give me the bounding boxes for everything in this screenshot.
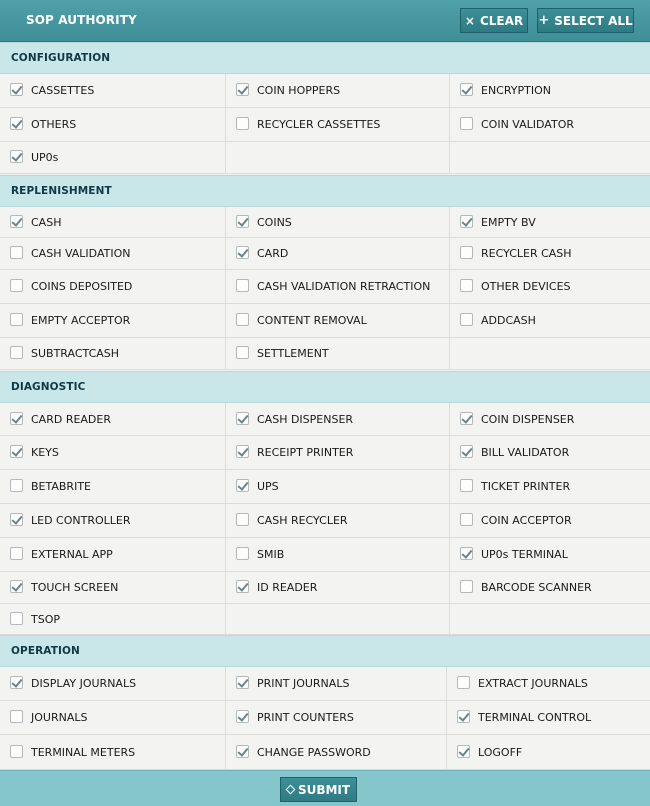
- checkbox[interactable]: [460, 547, 473, 560]
- checkbox[interactable]: [10, 445, 23, 458]
- permission-option[interactable]: [226, 304, 450, 338]
- checkbox-row: [0, 338, 650, 370]
- checkbox-label: EXTRACT JOURNALS: [478, 677, 588, 690]
- checkbox-row: [0, 470, 650, 504]
- checkbox-label: RECYCLER CASH: [481, 247, 572, 260]
- permission-option[interactable]: [226, 238, 450, 270]
- checkbox-label: PRINT JOURNALS: [257, 677, 350, 690]
- checkbox[interactable]: [460, 117, 473, 130]
- permission-option[interactable]: [0, 572, 226, 604]
- checkbox-row: [0, 207, 650, 238]
- checkbox-label: CASH: [31, 216, 62, 229]
- checkbox-label: COINS DEPOSITED: [31, 280, 133, 293]
- checkbox-label: CARD: [257, 247, 289, 260]
- checkbox[interactable]: [460, 83, 473, 96]
- permission-option[interactable]: [450, 572, 650, 604]
- empty-cell: [450, 142, 650, 174]
- permission-option[interactable]: [450, 538, 650, 572]
- section-title: OPERATION: [11, 645, 80, 657]
- checkbox-label: TERMINAL METERS: [31, 746, 136, 759]
- permission-option[interactable]: [0, 504, 226, 538]
- clear-button[interactable]: [460, 8, 528, 33]
- checkbox-label: TERMINAL CONTROL: [478, 711, 592, 724]
- checkbox[interactable]: [236, 246, 249, 259]
- permission-option[interactable]: [0, 436, 226, 470]
- checkbox[interactable]: [10, 412, 23, 425]
- permission-option[interactable]: [0, 238, 226, 270]
- checkbox[interactable]: [460, 313, 473, 326]
- permission-option[interactable]: [0, 338, 226, 370]
- checkbox-label: JOURNALS: [31, 711, 88, 724]
- checkbox-label: SMIB: [257, 548, 285, 561]
- checkbox-label: DISPLAY JOURNALS: [31, 677, 137, 690]
- diamond-icon: [285, 785, 295, 795]
- plus-icon: +: [538, 13, 550, 28]
- permission-option[interactable]: [0, 304, 226, 338]
- checkbox[interactable]: [460, 513, 473, 526]
- permission-option[interactable]: [0, 667, 226, 701]
- checkbox[interactable]: [236, 215, 249, 228]
- empty-cell: [226, 142, 450, 174]
- checkbox[interactable]: [236, 580, 249, 593]
- permission-option[interactable]: [226, 504, 450, 538]
- checkbox-label: KEYS: [31, 446, 59, 459]
- checkbox-label: ENCRYPTION: [481, 84, 552, 97]
- checkbox[interactable]: [457, 745, 470, 758]
- checkbox[interactable]: [460, 246, 473, 259]
- checkbox-label: PRINT COUNTERS: [257, 711, 354, 724]
- permission-option[interactable]: [450, 470, 650, 504]
- checkbox[interactable]: [10, 313, 23, 326]
- checkbox-label: RECEIPT PRINTER: [257, 446, 354, 459]
- checkbox[interactable]: [236, 313, 249, 326]
- checkbox[interactable]: [10, 215, 23, 228]
- checkbox-row: [0, 142, 650, 174]
- permission-option[interactable]: [226, 701, 447, 735]
- permission-option[interactable]: [450, 304, 650, 338]
- checkbox-row: [0, 604, 650, 635]
- checkbox[interactable]: [460, 279, 473, 292]
- checkbox-label: TICKET PRINTER: [481, 480, 571, 493]
- checkbox-row: [0, 538, 650, 572]
- permission-option[interactable]: [226, 470, 450, 504]
- submit-button-label: SUBMIT: [297, 782, 351, 797]
- checkbox-label: CASSETTES: [31, 84, 95, 97]
- checkbox[interactable]: [236, 117, 249, 130]
- checkbox[interactable]: [236, 279, 249, 292]
- permission-option[interactable]: [226, 74, 450, 108]
- checkbox[interactable]: [460, 215, 473, 228]
- checkbox[interactable]: [10, 547, 23, 560]
- empty-cell: [226, 604, 450, 635]
- checkbox-label: CONTENT REMOVAL: [257, 314, 367, 327]
- checkbox[interactable]: [10, 279, 23, 292]
- permission-option[interactable]: [226, 338, 450, 370]
- checkbox[interactable]: [10, 676, 23, 689]
- checkbox-label: CASH DISPENSER: [257, 413, 354, 426]
- checkbox-label: BETABRITE: [31, 480, 91, 493]
- checkbox-row: [0, 270, 650, 304]
- clear-button-label: CLEAR: [479, 13, 524, 28]
- empty-cell: [450, 604, 650, 635]
- checkbox[interactable]: [236, 745, 249, 758]
- checkbox-label: ID READER: [257, 581, 318, 594]
- checkbox-label: COIN HOPPERS: [257, 84, 341, 97]
- checkbox[interactable]: [10, 612, 23, 625]
- checkbox-label: OTHERS: [31, 118, 77, 131]
- checkbox[interactable]: [236, 513, 249, 526]
- checkbox-label: ADDCASH: [481, 314, 536, 327]
- checkbox-label: LED CONTROLLER: [31, 514, 131, 527]
- checkbox-label: CASH VALIDATION RETRACTION: [257, 280, 431, 293]
- checkbox-label: CASH VALIDATION: [31, 247, 131, 260]
- checkbox-label: CHANGE PASSWORD: [257, 746, 371, 759]
- permission-option[interactable]: [0, 403, 226, 436]
- checkbox-label: LOGOFF: [478, 746, 523, 759]
- checkbox-row: [0, 74, 650, 108]
- checkbox-label: COIN ACCEPTOR: [481, 514, 572, 527]
- panel-header: [0, 0, 650, 42]
- checkbox[interactable]: [10, 150, 23, 163]
- permission-option[interactable]: [450, 403, 650, 436]
- checkbox[interactable]: [236, 346, 249, 359]
- permission-option[interactable]: [0, 207, 226, 238]
- permission-option[interactable]: [447, 667, 650, 701]
- permission-option[interactable]: [450, 74, 650, 108]
- checkbox[interactable]: [236, 412, 249, 425]
- permission-option[interactable]: [0, 470, 226, 504]
- checkbox-label: TOUCH SCREEN: [31, 581, 119, 594]
- checkbox-label: SETTLEMENT: [257, 347, 329, 360]
- checkbox-row: [0, 572, 650, 604]
- checkbox[interactable]: [236, 547, 249, 560]
- checkbox-label: SUBTRACTCASH: [31, 347, 120, 360]
- permission-option[interactable]: [226, 572, 450, 604]
- empty-cell: [450, 338, 650, 370]
- checkbox[interactable]: [460, 580, 473, 593]
- section-header: [0, 175, 650, 207]
- checkbox-row: [0, 304, 650, 338]
- checkbox-label: OTHER DEVICES: [481, 280, 571, 293]
- checkbox-row: [0, 735, 650, 770]
- checkbox[interactable]: [10, 479, 23, 492]
- checkbox[interactable]: [10, 513, 23, 526]
- permission-option[interactable]: [447, 701, 650, 735]
- checkbox[interactable]: [460, 479, 473, 492]
- checkbox-row: [0, 108, 650, 142]
- checkbox-label: EMPTY BV: [481, 216, 536, 229]
- checkbox-label: COIN DISPENSER: [481, 413, 575, 426]
- permission-option[interactable]: [450, 108, 650, 142]
- checkbox-label: TSOP: [31, 613, 60, 626]
- checkbox[interactable]: [236, 479, 249, 492]
- checkbox-label: UP0s TERMINAL: [481, 548, 568, 561]
- panel-title: SOP AUTHORITY: [26, 13, 137, 27]
- section-header: [0, 635, 650, 667]
- checkbox-label: CARD READER: [31, 413, 111, 426]
- select-all-button[interactable]: [537, 8, 634, 33]
- section-title: REPLENISHMENT: [11, 185, 112, 197]
- checkbox-label: UPS: [257, 480, 279, 493]
- checkbox[interactable]: [10, 117, 23, 130]
- checkbox[interactable]: [236, 676, 249, 689]
- checkbox-row: [0, 504, 650, 538]
- checkbox[interactable]: [10, 83, 23, 96]
- permission-option[interactable]: [226, 108, 450, 142]
- permission-option[interactable]: [450, 270, 650, 304]
- submit-button[interactable]: [280, 777, 357, 802]
- section-title: CONFIGURATION: [11, 52, 111, 64]
- checkbox[interactable]: [10, 346, 23, 359]
- permission-option[interactable]: [226, 538, 450, 572]
- permission-option[interactable]: [226, 270, 450, 304]
- permission-option[interactable]: [450, 238, 650, 270]
- permission-option[interactable]: [226, 207, 450, 238]
- checkbox-label: CASH RECYCLER: [257, 514, 348, 527]
- checkbox-row: [0, 701, 650, 735]
- checkbox-label: COIN VALIDATOR: [481, 118, 574, 131]
- section-header: [0, 42, 650, 74]
- checkbox-row: [0, 403, 650, 436]
- permission-option[interactable]: [0, 74, 226, 108]
- checkbox[interactable]: [236, 83, 249, 96]
- checkbox-label: EXTERNAL APP: [31, 548, 113, 561]
- checkbox[interactable]: [10, 246, 23, 259]
- permission-option[interactable]: [226, 735, 447, 770]
- checkbox-label: COINS: [257, 216, 292, 229]
- permission-option[interactable]: [0, 604, 226, 635]
- permission-option[interactable]: [226, 436, 450, 470]
- checkbox[interactable]: [457, 676, 470, 689]
- checkbox-label: EMPTY ACCEPTOR: [31, 314, 131, 327]
- permission-option[interactable]: [450, 436, 650, 470]
- permission-option[interactable]: [0, 735, 226, 770]
- permission-option[interactable]: [226, 403, 450, 436]
- checkbox-row: [0, 667, 650, 701]
- select-all-button-label: SELECT ALL: [554, 13, 633, 28]
- checkbox-label: RECYCLER CASSETTES: [257, 118, 381, 131]
- permission-option[interactable]: [0, 142, 226, 174]
- close-icon: ×: [464, 13, 475, 28]
- permission-option[interactable]: [450, 207, 650, 238]
- permission-option[interactable]: [0, 701, 226, 735]
- permission-option[interactable]: [447, 735, 650, 770]
- checkbox[interactable]: [236, 445, 249, 458]
- checkbox-label: BILL VALIDATOR: [481, 446, 570, 459]
- permission-option[interactable]: [0, 270, 226, 304]
- checkbox-row: [0, 436, 650, 470]
- permission-option[interactable]: [0, 538, 226, 572]
- panel-footer: [0, 770, 650, 806]
- checkbox[interactable]: [457, 710, 470, 723]
- checkbox[interactable]: [236, 710, 249, 723]
- checkbox[interactable]: [10, 710, 23, 723]
- section-title: DIAGNOSTIC: [11, 381, 86, 393]
- checkbox[interactable]: [10, 745, 23, 758]
- permission-option[interactable]: [0, 108, 226, 142]
- checkbox[interactable]: [10, 580, 23, 593]
- checkbox[interactable]: [460, 445, 473, 458]
- checkbox-label: UP0s: [31, 151, 59, 164]
- permission-option[interactable]: [226, 667, 447, 701]
- section-header: [0, 371, 650, 403]
- checkbox-label: BARCODE SCANNER: [481, 581, 592, 594]
- permission-option[interactable]: [450, 504, 650, 538]
- checkbox-row: [0, 238, 650, 270]
- checkbox[interactable]: [460, 412, 473, 425]
